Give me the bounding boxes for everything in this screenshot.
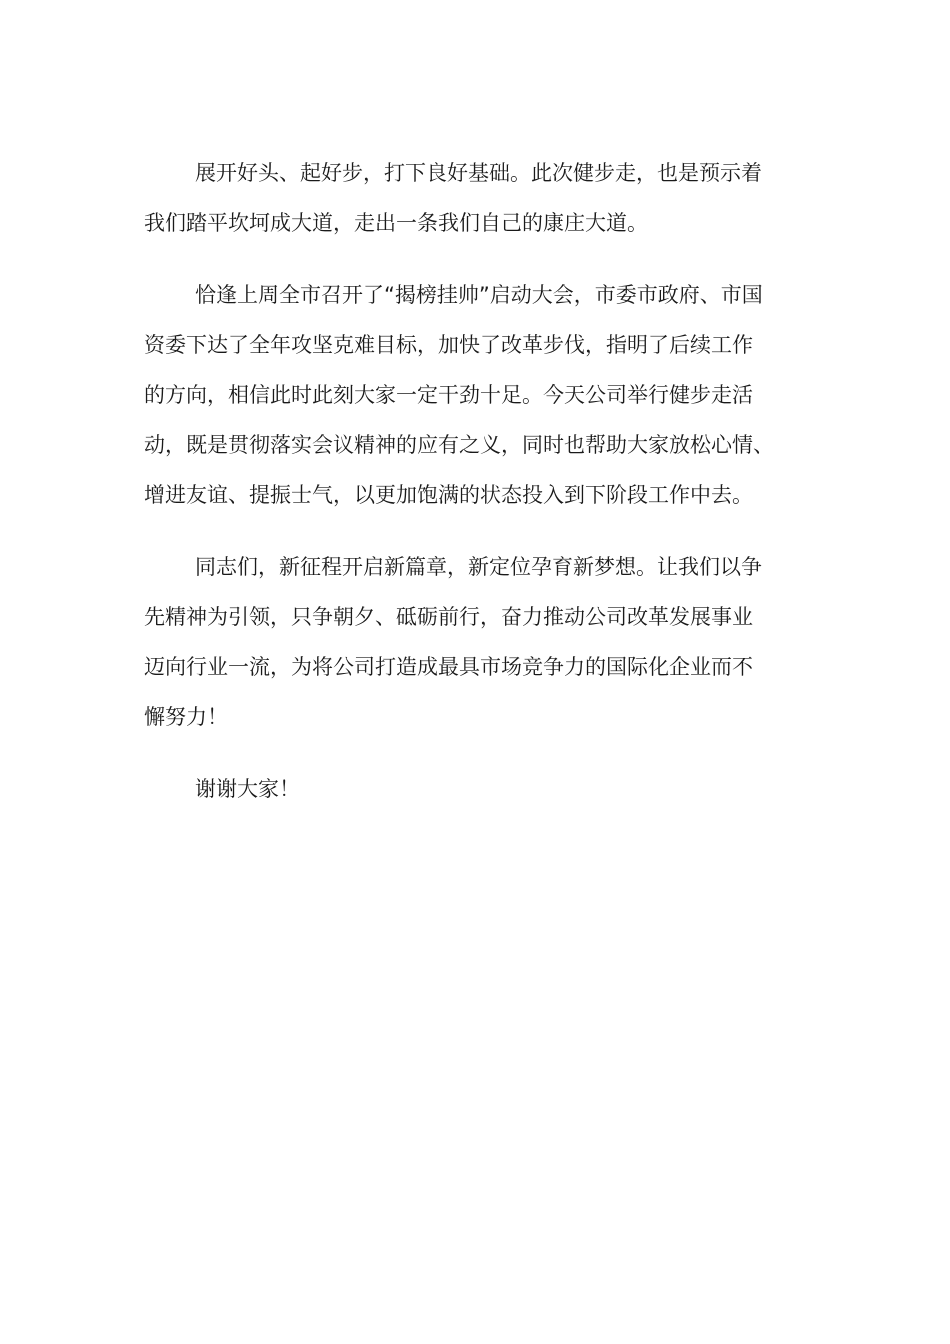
paragraph-3 [144, 542, 824, 742]
paragraph-line: 我们踏平坎坷成大道，走出一条我们自己的康庄大道。 [144, 211, 648, 235]
paragraph-line: 同志们，新征程开启新篇章，新定位孕育新梦想。让我们以争 [195, 555, 762, 579]
paragraph-1 [144, 148, 824, 248]
paragraph-line: 展开好头、起好步，打下良好基础。此次健步走，也是预示着 [195, 161, 762, 185]
paragraph-2 [144, 270, 824, 520]
paragraph-line: 先精神为引领，只争朝夕、砥砺前行，奋力推动公司改革发展事业 [144, 605, 753, 629]
paragraph-line: 恰逢上周全市召开了“揭榜挂帅”启动大会，市委市政府、市国 [195, 283, 763, 307]
paragraph-line: 迈向行业一流，为将公司打造成最具市场竞争力的国际化企业而不 [144, 655, 753, 679]
paragraph-line: 增进友谊、提振士气，以更加饱满的状态投入到下阶段工作中去。 [144, 483, 753, 507]
document-body [144, 148, 824, 814]
paragraph-line: 懈努力！ [144, 705, 228, 729]
closing-line: 谢谢大家！ [195, 777, 300, 801]
paragraph-line: 的方向，相信此时此刻大家一定干劲十足。今天公司举行健步走活 [144, 383, 753, 407]
paragraph-line: 资委下达了全年攻坚克难目标，加快了改革步伐，指明了后续工作 [144, 333, 753, 357]
paragraph-closing [144, 764, 824, 814]
paragraph-line: 动，既是贯彻落实会议精神的应有之义，同时也帮助大家放松心情、 [144, 433, 774, 457]
